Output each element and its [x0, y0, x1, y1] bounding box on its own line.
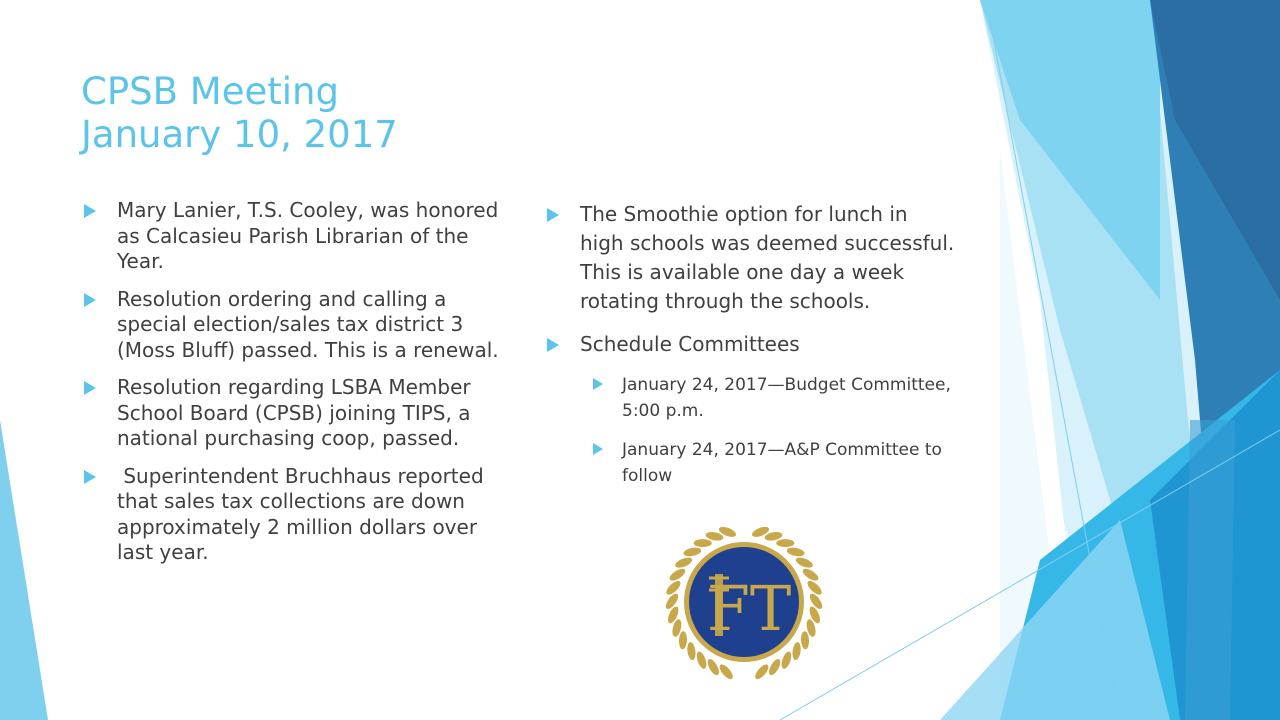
bullet-triangle-icon: [547, 338, 559, 352]
bullet-triangle-icon: [593, 443, 603, 455]
laurel-leaf: [767, 657, 783, 677]
bullet-triangle-icon: [84, 470, 96, 484]
laurel-leaf: [753, 662, 771, 681]
laurel-leaf: [805, 579, 824, 597]
sub-list-item-text: January 24, 2017—Budget Committee, 5:00 p.m.: [622, 375, 962, 421]
sub-list-item: [545, 373, 962, 424]
laurel-leaf: [776, 539, 794, 547]
bullet-triangle-icon: [84, 204, 96, 218]
list-item: [82, 464, 502, 566]
list-item: [545, 200, 955, 316]
laurel-leaf: [694, 539, 712, 547]
bullet-triangle-icon: [547, 208, 559, 222]
title-line-1: CPSB Meeting: [81, 70, 339, 113]
laurel-leaf: [780, 650, 793, 670]
list-item-text: Superintendent Bruchhaus reported that sales tax collections are down approximately 2 million dollars over last year.: [117, 463, 491, 564]
laurel-leaf: [664, 579, 683, 597]
bullet-triangle-icon: [84, 293, 96, 307]
list-item-text: Resolution ordering and calling a special election/sales tax district 3 (Moss Bluff) passed. This is a renewal.: [117, 286, 499, 362]
sub-list-item: [545, 438, 955, 489]
list-item: [82, 287, 502, 364]
laurel-leaf: [791, 642, 801, 661]
list-item-text: Resolution regarding LSBA Member School Board (CPSB) joining TIPS, a national purchasing coop, passed.: [117, 375, 471, 450]
title-line-2: January 10, 2017: [81, 113, 398, 156]
left-bullet-list: [82, 198, 502, 578]
laurel-leaf: [786, 546, 805, 557]
list-item-text: Schedule Committees: [580, 332, 800, 356]
laurel-leaf: [679, 631, 688, 649]
laurel-leaf: [674, 556, 694, 570]
laurel-leaf: [668, 566, 687, 582]
sub-list-item-text: January 24, 2017—A&P Committee to follow: [622, 440, 942, 486]
right-bullet-list: [545, 200, 962, 503]
list-item-text: Mary Lanier, T.S. Cooley, was honored as Calcasieu Parish Librarian of the Year.: [117, 198, 499, 273]
laurel-leaf: [801, 566, 820, 582]
bullet-triangle-icon: [593, 378, 603, 390]
union-logo-icon: [657, 518, 831, 686]
list-item: [82, 198, 502, 275]
list-item: [82, 375, 502, 452]
list-item-text: The Smoothie option for lunch in high schools was deemed successful. This is available one day a week rotating through the schools.: [580, 202, 955, 313]
list-item: [545, 330, 955, 359]
laurel-leaf: [683, 546, 702, 557]
logo-lettering: FT: [706, 572, 792, 645]
laurel-leaf: [705, 657, 721, 677]
bullet-triangle-icon: [84, 381, 96, 395]
laurel-leaf: [686, 642, 696, 661]
slide-title: [81, 70, 398, 156]
laurel-leaf: [717, 662, 735, 681]
laurel-leaf: [801, 631, 810, 649]
laurel-leaf: [695, 650, 708, 670]
laurel-leaf: [794, 556, 814, 570]
